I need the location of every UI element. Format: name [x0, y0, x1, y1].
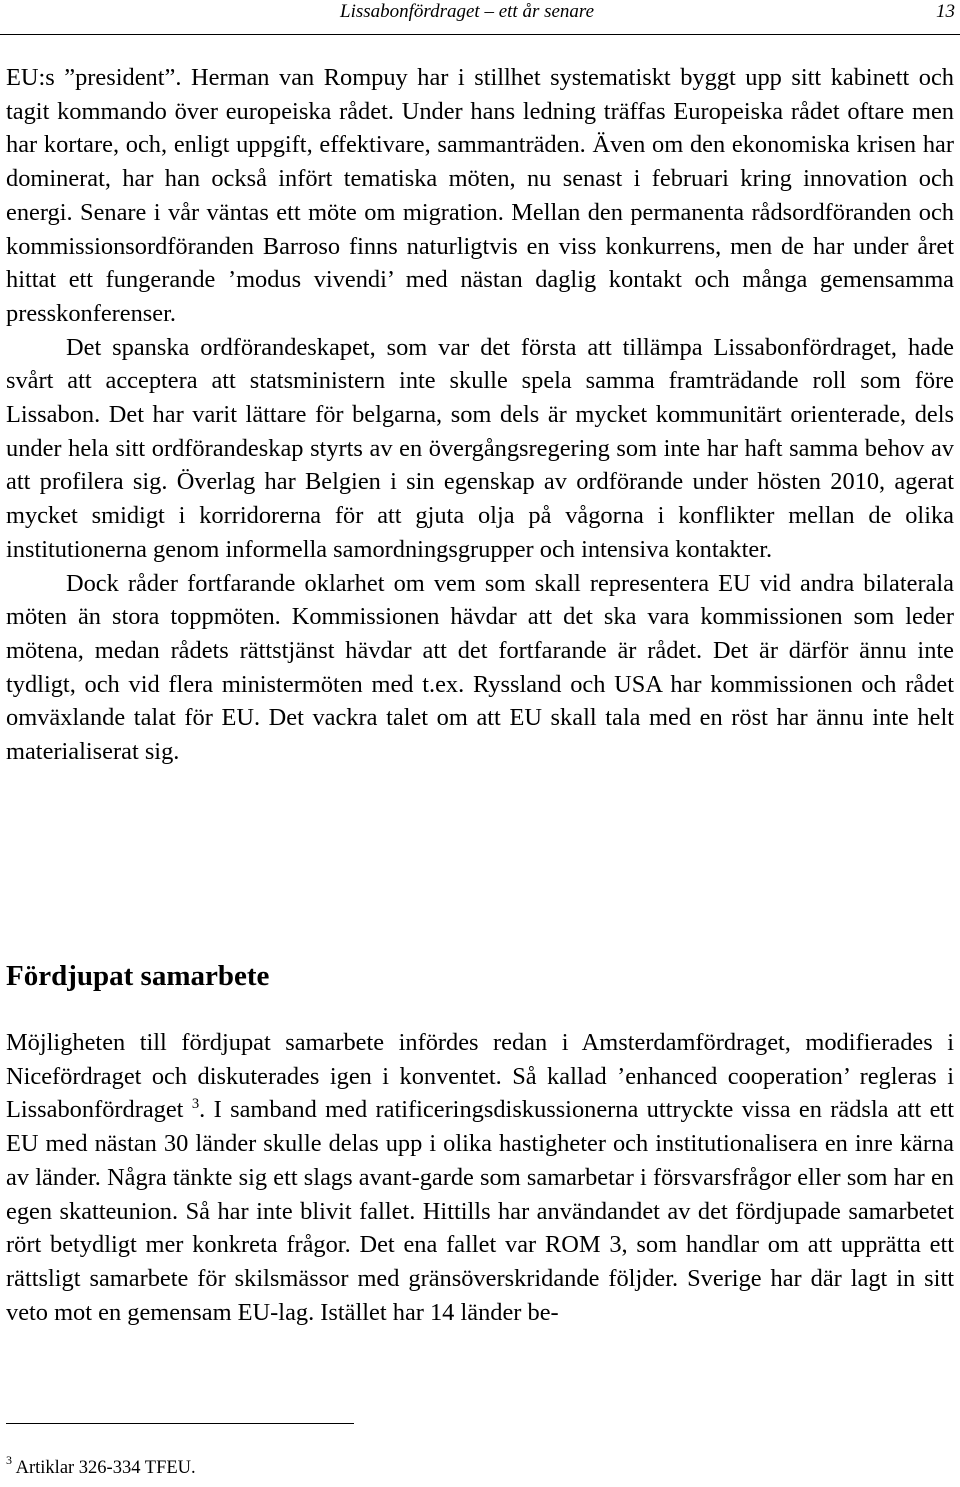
paragraph: Det spanska ordförandeskapet, som var det första att tillämpa Lissabonfördraget, hade svårt att acceptera att statsministern inte skulle spela samma framträdande roll som före Lissabon. Det har varit lättare för belgarna, som dels är mycket kommunitärt orienterade, dels under hela sitt ordförandeskap styrts av en övergångsregering som inte har haft samma behov av att profilera sig. Överlag har Belgien i sin egenskap av ordförande under hösten 2010, agerat mycket smidigt i korridorerna för att gjuta olja på vågorna i konflikter mellan de olika institutionerna genom informella samordningsgrupper och intensiva kontakter.: [6, 333, 954, 563]
footnote-number: 3: [6, 1453, 13, 1467]
footnote: [6, 1453, 196, 1479]
footnote-text: Artiklar 326-334 TFEU.: [15, 1458, 196, 1478]
paragraph: EU:s ”president”. Herman van Rompuy har i stillhet systematiskt byggt upp sitt kabinett och tagit kommando över europeiska rådet. Under hans ledning träffas Europeiska rådet oftare men har kortare, och, enligt uppgift, effektivare, sammanträden. Även om den ekonomiska krisen har dominerat, har han också infört tematiska möten, nu senast i februari kring innovation och energi. Senare i vår väntas ett möte om migration. Mellan den permanenta rådsordföranden och kommissionsordföranden Barroso finns naturligtvis en viss konkurrens, men de har under året hittat ett fungerande ’modus vivendi’ med nästan daglig kontakt och många gemensamma presskonferenser.: [6, 64, 954, 327]
page-header: [0, 0, 960, 35]
footnote-separator: [6, 1423, 354, 1424]
running-title: Lissabonfördraget – ett år senare: [340, 1, 595, 22]
section-heading: Fördjupat samarbete: [6, 960, 270, 992]
paragraph-text: Möjligheten till fördjupat samarbete infördes redan i Amsterdamfördraget, modifierades i Nicefördraget och diskuterades igen i konventet. Så kallad ’enhanced cooperation’ regleras i Lissabonfördraget: [6, 1029, 954, 1124]
page-number: 13: [936, 1, 955, 22]
footnote-reference[interactable]: 3: [191, 1096, 200, 1113]
paragraph: Dock råder fortfarande oklarhet om vem som skall representera EU vid andra bilaterala möten än stora toppmöten. Kommissionen hävdar att det ska vara kommissionen som leder mötena, medan rådets rättstjänst hävdar att det fortfarande är rådet. Det är därför ännu inte tydligt, och vid flera ministermöten med t.ex. Ryssland och USA har kommissionen och rådet omväxlande talat för EU. Det vackra talet om att EU skall tala med en röst har ännu inte helt materialiserat sig.: [6, 569, 954, 766]
section-body: [6, 1026, 954, 1329]
paragraph: [6, 1026, 954, 1329]
body-text-block: [6, 61, 954, 769]
paragraph-text: . I samband med ratificeringsdiskussionerna uttryckte vissa en rädsla att ett EU med nästan 30 länder skulle delas upp i olika hastigheter och institutionalisera en inre kärna av länder. Några tänkte sig ett slags avant-garde som samarbetar i försvarsfrågor eller som har en egen skatteunion. Så har inte blivit fallet. Hittills har användandet av det fördjupade samarbetet rört betydligt mer konkreta frågor. Det ena fallet var ROM 3, som handlar om att upprätta ett rättsligt samarbete för skilsmässor med gränsöverskridande följder. Sverige har där lagt in sitt veto mot en gemensam EU-lag. Istället har 14 länder be-: [6, 1096, 954, 1326]
